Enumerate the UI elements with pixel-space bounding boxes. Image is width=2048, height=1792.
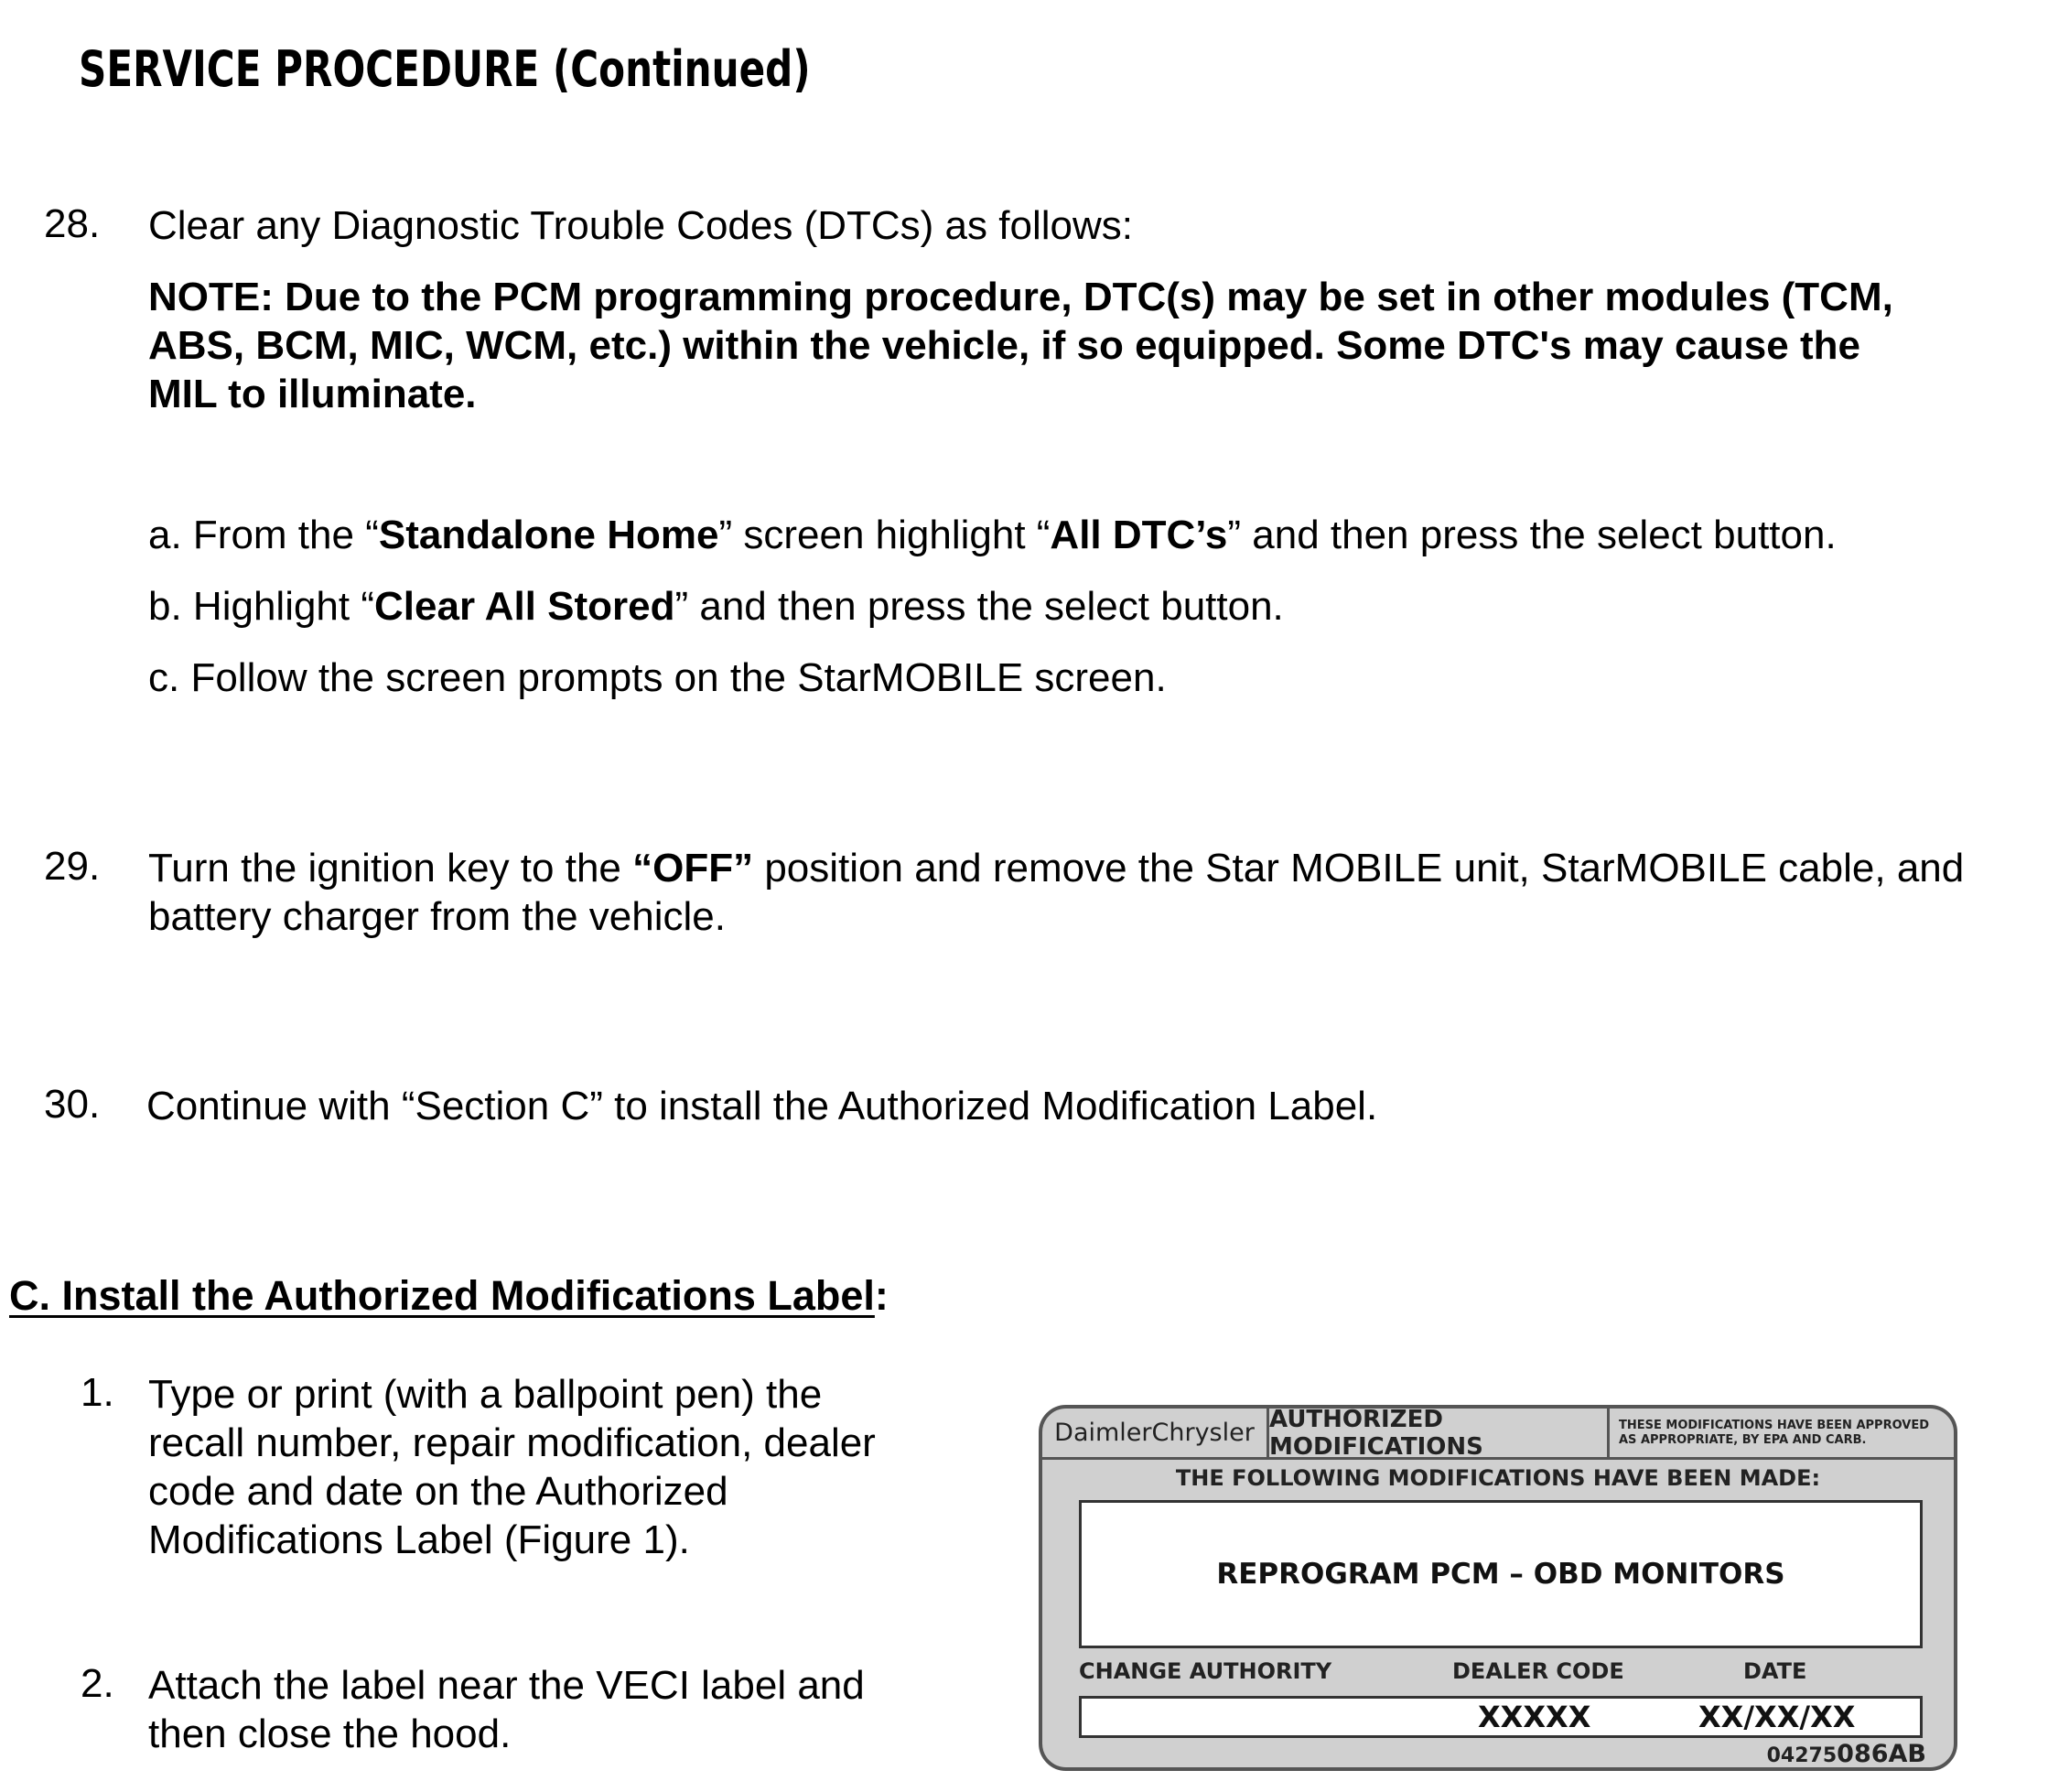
substep-c: c. Follow the screen prompts on the StarMOBILE screen. [148, 655, 1167, 700]
label-dealer-code-value: XXXXX [1478, 1700, 1591, 1734]
label-modification-box [1079, 1500, 1923, 1648]
note-line-3: MIL to illuminate. [148, 372, 477, 416]
substep-b-bold-1: Clear All Stored [374, 584, 675, 629]
step-28-note [148, 273, 1893, 418]
note-line-1: NOTE: Due to the PCM programming procedure, DTC(s) may be set in other modules (TCM, [148, 275, 1893, 319]
step-30-number: 30. [44, 1082, 101, 1127]
step-28-text: Clear any Diagnostic Trouble Codes (DTCs) as follows: [148, 203, 1133, 248]
label-brand: DaimlerChrysler [1042, 1409, 1269, 1460]
step-29-number: 29. [44, 844, 101, 889]
step-c1-line: code and date on the Authorized [148, 1469, 728, 1514]
step-c1-text [148, 1370, 876, 1564]
step-29-text-1: Turn the ignition key to the [148, 846, 633, 891]
label-header-row [1042, 1405, 1954, 1461]
step-29-text-2: position and remove the Star MOBILE unit, StarMOBILE cable, and [753, 846, 1965, 891]
substep-b [148, 584, 1284, 630]
authorized-modifications-label [1039, 1405, 1957, 1771]
label-col-date: DATE [1743, 1658, 1807, 1684]
page-heading: SERVICE PROCEDURE (Continued) [79, 40, 811, 98]
label-part-prefix: 04275 [1766, 1744, 1838, 1767]
step-c2-line: Attach the label near the VECI label and [148, 1663, 865, 1708]
label-date-value: XX/XX/XX [1698, 1700, 1856, 1734]
step-28-number: 28. [44, 201, 101, 246]
step-30-text: Continue with “Section C” to install the Authorized Modification Label. [146, 1084, 1378, 1128]
label-part-suffix: 086AB [1837, 1740, 1926, 1768]
substep-a [148, 513, 1837, 558]
substep-a-text-2: ” screen highlight “ [718, 513, 1051, 557]
step-c1-number: 1. [81, 1370, 114, 1415]
step-29-text [148, 844, 1964, 941]
step-c1-line: Type or print (with a ballpoint pen) the [148, 1372, 823, 1417]
label-col-change-authority: CHANGE AUTHORITY [1079, 1658, 1332, 1684]
substep-a-text-3: ” and then press the select button. [1227, 513, 1837, 557]
step-c1-line: Modifications Label (Figure 1). [148, 1517, 690, 1562]
step-29-line-2: battery charger from the vehicle. [148, 894, 726, 939]
substep-a-bold-2: All DTC’s [1050, 513, 1228, 557]
label-part-number [1767, 1740, 1926, 1768]
label-authorized-title: AUTHORIZED MODIFICATIONS [1269, 1409, 1610, 1460]
substep-a-bold-1: Standalone Home [378, 513, 719, 557]
step-c2-text [148, 1661, 865, 1758]
label-col-dealer-code: DEALER CODE [1452, 1658, 1624, 1684]
substep-b-text-1: b. Highlight “ [148, 584, 375, 629]
section-c-heading [9, 1272, 889, 1320]
section-c-title: C. Install the Authorized Modifications Label [9, 1272, 875, 1319]
step-c2-line: then close the hood. [148, 1711, 512, 1756]
label-epa-line-1: THESE MODIFICATIONS HAVE BEEN APPROVED [1619, 1418, 1930, 1432]
label-epa-line-2: AS APPROPRIATE, BY EPA AND CARB. [1619, 1432, 1867, 1447]
section-c-colon: : [874, 1272, 889, 1319]
note-line-2: ABS, BCM, MIC, WCM, etc.) within the vehicle, if so equipped. Some DTC's may cause the [148, 323, 1860, 368]
step-c2-number: 2. [81, 1661, 114, 1706]
step-29-bold: “OFF” [632, 846, 754, 891]
label-following-text: THE FOLLOWING MODIFICATIONS HAVE BEEN MADE: [1175, 1465, 1821, 1491]
label-modification-text: REPROGRAM PCM – OBD MONITORS [1216, 1558, 1785, 1591]
substep-b-text-2: ” and then press the select button. [674, 584, 1284, 629]
substep-a-text-1: a. From the “ [148, 513, 379, 557]
step-c1-line: recall number, repair modification, dealer [148, 1420, 876, 1465]
label-epa-notice [1610, 1409, 1954, 1460]
